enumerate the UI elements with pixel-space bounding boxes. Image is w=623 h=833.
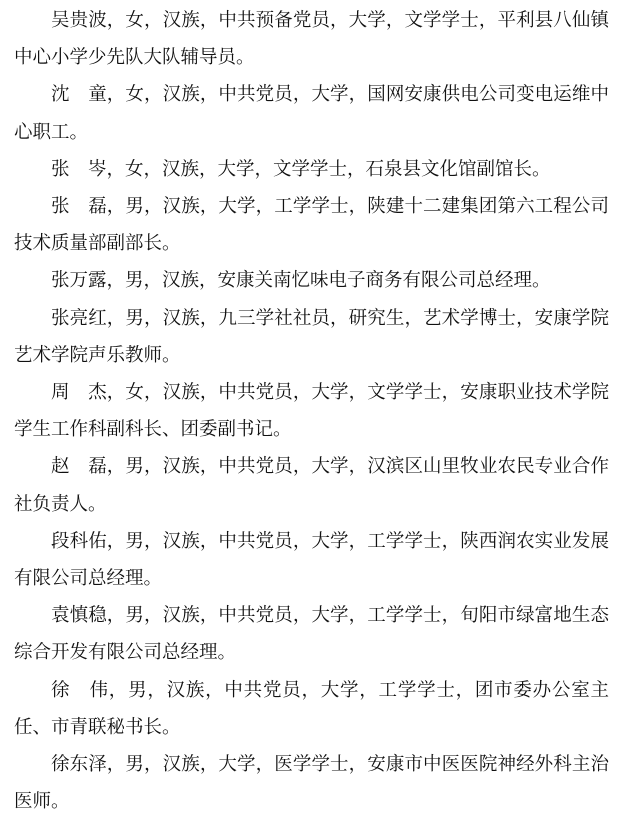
entry-zhang-lianghong: 张亮红，男，汉族，九三学社社员，研究生，艺术学博士，安康学院艺术学院声乐教师。 — [14, 307, 609, 366]
entry-zhang-cen: 张 岑，女，汉族，大学，文学学士，石泉县文化馆副馆长。 — [51, 158, 551, 180]
entry-wu-guibo: 吴贵波，女，汉族，中共预备党员，大学，文学学士，平利县八仙镇中心小学少先队大队辅导员。 — [14, 10, 609, 69]
entry-zhang-wanlu: 张万露，男，汉族，安康关南忆味电子商务有限公司总经理。 — [51, 270, 551, 292]
entry-shen-tong: 沈 童，女，汉族，中共党员，大学，国网安康供电公司变电运维中心职工。 — [14, 84, 609, 143]
entry-yuan-shenwen: 袁慎稳，男，汉族，中共党员，大学，工学学士，旬阳市绿富地生态综合开发有限公司总经理。 — [14, 605, 609, 664]
entry-zhang-lei: 张 磊，男，汉族，大学，工学学士，陕建十二建集团第六工程公司技术质量部副部长。 — [14, 196, 609, 255]
entry-xu-wei: 徐 伟，男，汉族，中共党员，大学，工学学士，团市委办公室主任、市青联秘书长。 — [14, 679, 609, 738]
entry-xu-dongze: 徐东泽，男，汉族，大学，医学学士，安康市中医医院神经外科主治医师。 — [14, 754, 609, 813]
entry-duan-keyou: 段科佑，男，汉族，中共党员，大学，工学学士，陕西润农实业发展有限公司总经理。 — [14, 530, 609, 590]
entry-zhao-lei: 赵 磊，男，汉族，中共党员，大学，汉滨区山里牧业农民专业合作社负责人。 — [14, 456, 609, 515]
entry-zhou-jie: 周 杰，女，汉族，中共党员，大学，文学学士，安康职业技术学院学生工作科副科长、团委副书记。 — [14, 382, 609, 441]
